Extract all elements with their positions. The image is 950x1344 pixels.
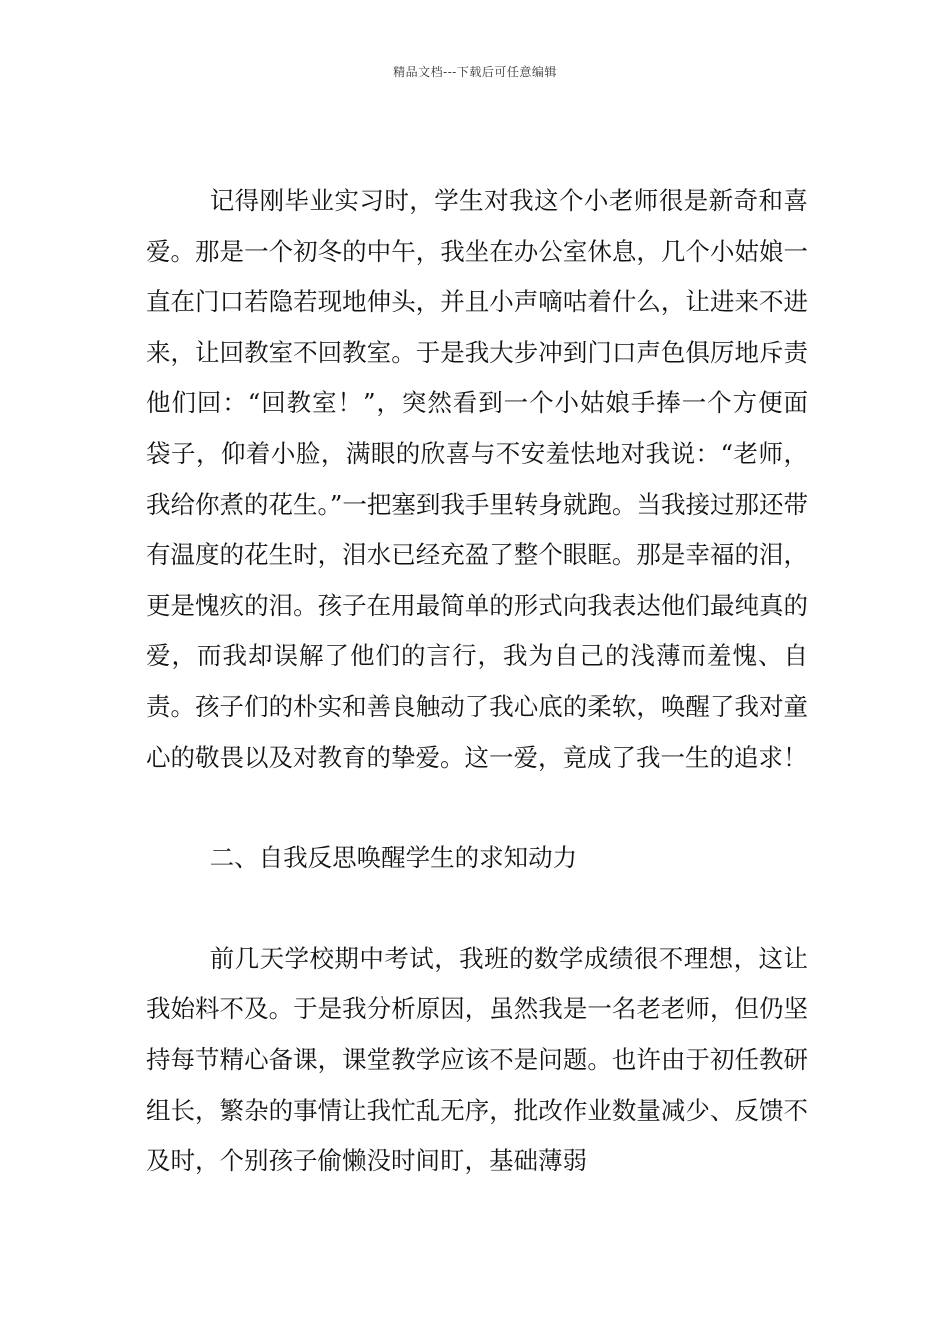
paragraph: 前几天学校期中考试，我班的数学成绩很不理想，这让我始料不及。于是我分析原因，虽然我是一名老老师，但仍坚持每节精心备课，课堂教学应该不是问题。也许由于初任教研组长，繁杂的事情让我忙乱无序，批改作业数量减少、反馈不及时，个别孩子偷懒没时间盯，基础薄弱 xyxy=(146,943,808,1176)
page-header: 精品文档---下载后可任意编辑 xyxy=(393,65,557,79)
section-heading: 二、自我反思唤醒学生的求知动力 xyxy=(209,843,578,873)
paragraph: 记得刚毕业实习时，学生对我这个小老师很是新奇和喜爱。那是一个初冬的中午，我坐在办公室休息，几个小姑娘一直在门口若隐若现地伸头，并且小声嘀咕着什么，让进来不进来，让回教室不回教室。于是我大步冲到门口声色俱厉地斥责他们回：“回教室！”，突然看到一个小姑娘手捧一个方便面袋子，仰着小脸，满眼的欣喜与不安羞怯地对我说：“老师，我给你煮的花生。”一把塞到我手里转身就跑。当我接过那还带有温度的花生时，泪水已经充盈了整个眼眶。那是幸福的泪，更是愧疚的泪。孩子在用最简单的形式向我表达他们最纯真的爱，而我却误解了他们的言行，我为自己的浅薄而羞愧、自责。孩子们的朴实和善良触动了我心底的柔软，唤醒了我对童心的敬畏以及对教育的挚爱。这一爱，竟成了我一生的追求！ xyxy=(146,186,808,772)
document-body xyxy=(146,176,808,1187)
